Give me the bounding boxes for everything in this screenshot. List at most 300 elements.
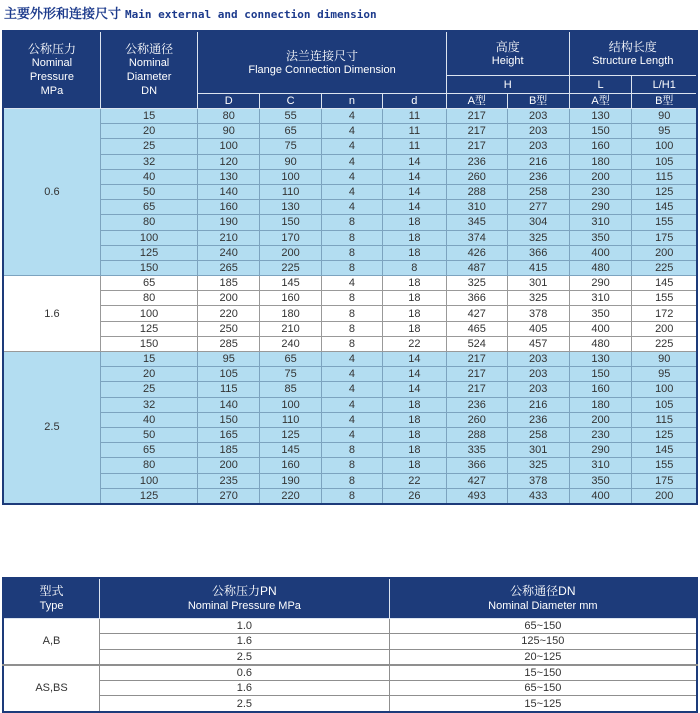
dimension-row xyxy=(3,215,697,230)
cell-D: 200 xyxy=(198,291,260,306)
cell-d: 11 xyxy=(382,109,446,124)
cell-H-B: 203 xyxy=(507,139,569,154)
cell-H-B: 216 xyxy=(507,154,569,169)
dimension-row xyxy=(3,336,697,351)
cell-C: 210 xyxy=(260,321,322,336)
type-table-body xyxy=(3,619,697,712)
cell-H-A: 427 xyxy=(446,473,507,488)
cell-H-A: 217 xyxy=(446,382,507,397)
cell-L-B: 145 xyxy=(632,276,697,291)
cell-L-A: 480 xyxy=(569,336,632,351)
header-pn-en: Nominal Pressure MPa xyxy=(187,599,301,612)
cell-d: 18 xyxy=(382,443,446,458)
cell-L-A: 200 xyxy=(569,412,632,427)
cell-H-B: 258 xyxy=(507,184,569,199)
header-col-D: D xyxy=(198,94,260,109)
header-height-en: Height xyxy=(491,54,524,67)
header-pn xyxy=(100,578,390,619)
cell-DN-range: 65~150 xyxy=(389,681,697,696)
cell-C: 100 xyxy=(260,169,322,184)
cell-d: 18 xyxy=(382,291,446,306)
type-range-table xyxy=(2,577,698,713)
header-lh1: L/H1 xyxy=(632,76,697,94)
cell-L-B: 155 xyxy=(632,215,697,230)
cell-L-A: 160 xyxy=(569,139,632,154)
cell-D: 150 xyxy=(198,412,260,427)
cell-n: 4 xyxy=(322,154,383,169)
header-col-length-typeA: A型 xyxy=(569,94,632,109)
dimension-row xyxy=(3,154,697,169)
cell-DN: 25 xyxy=(100,139,197,154)
header-h: H xyxy=(446,76,569,94)
cell-n: 4 xyxy=(322,367,383,382)
cell-DN: 80 xyxy=(100,291,197,306)
cell-D: 80 xyxy=(198,109,260,124)
cell-L-A: 350 xyxy=(569,230,632,245)
header-type xyxy=(3,578,100,619)
cell-n: 8 xyxy=(322,336,383,351)
page-title-en: Main external and connection dimension xyxy=(125,8,377,21)
cell-C: 200 xyxy=(260,245,322,260)
cell-DN-range: 15~125 xyxy=(389,696,697,712)
cell-H-B: 366 xyxy=(507,245,569,260)
header-dn-en: Nominal Diameter mm xyxy=(488,599,598,612)
cell-H-B: 304 xyxy=(507,215,569,230)
cell-PN: 0.6 xyxy=(100,665,390,681)
type-row xyxy=(3,681,697,696)
dimension-row xyxy=(3,291,697,306)
cell-d: 14 xyxy=(382,382,446,397)
dimension-row xyxy=(3,321,697,336)
cell-H-B: 325 xyxy=(507,291,569,306)
main-table-header xyxy=(3,31,697,109)
cell-DN-range: 20~125 xyxy=(389,649,697,665)
header-type-cn: 型式 xyxy=(39,583,64,598)
cell-d: 14 xyxy=(382,352,446,367)
cell-n: 4 xyxy=(322,200,383,215)
cell-L-A: 400 xyxy=(569,488,632,504)
pressure-group-label: 2.5 xyxy=(3,352,100,504)
cell-PN: 2.5 xyxy=(100,649,390,665)
dimension-row xyxy=(3,139,697,154)
cell-C: 65 xyxy=(260,352,322,367)
cell-DN-range: 65~150 xyxy=(389,619,697,634)
cell-H-A: 288 xyxy=(446,427,507,442)
cell-d: 18 xyxy=(382,397,446,412)
cell-H-A: 260 xyxy=(446,169,507,184)
cell-L-B: 172 xyxy=(632,306,697,321)
cell-D: 265 xyxy=(198,260,260,275)
cell-C: 85 xyxy=(260,382,322,397)
cell-d: 14 xyxy=(382,154,446,169)
cell-C: 160 xyxy=(260,458,322,473)
header-nominal-diameter-en2: Diameter xyxy=(126,71,172,83)
cell-H-A: 325 xyxy=(446,276,507,291)
cell-L-A: 200 xyxy=(569,169,632,184)
cell-d: 22 xyxy=(382,473,446,488)
cell-C: 180 xyxy=(260,306,322,321)
dimension-row xyxy=(3,200,697,215)
cell-n: 8 xyxy=(322,215,383,230)
cell-DN-range: 125~150 xyxy=(389,634,697,649)
header-height-cn: 高度 xyxy=(495,39,520,54)
cell-H-B: 236 xyxy=(507,169,569,184)
cell-C: 160 xyxy=(260,291,322,306)
cell-D: 140 xyxy=(198,397,260,412)
cell-n: 8 xyxy=(322,321,383,336)
cell-DN: 20 xyxy=(100,124,197,139)
header-col-C: C xyxy=(260,94,322,109)
cell-H-B: 378 xyxy=(507,306,569,321)
cell-H-A: 217 xyxy=(446,367,507,382)
cell-d: 18 xyxy=(382,412,446,427)
dimension-row xyxy=(3,184,697,199)
cell-D: 120 xyxy=(198,154,260,169)
cell-L-A: 480 xyxy=(569,260,632,275)
cell-H-A: 310 xyxy=(446,200,507,215)
cell-L-B: 175 xyxy=(632,473,697,488)
cell-H-A: 487 xyxy=(446,260,507,275)
cell-L-A: 180 xyxy=(569,397,632,412)
cell-L-A: 290 xyxy=(569,200,632,215)
cell-L-B: 95 xyxy=(632,367,697,382)
cell-D: 185 xyxy=(198,276,260,291)
cell-d: 18 xyxy=(382,215,446,230)
cell-d: 18 xyxy=(382,321,446,336)
header-height xyxy=(446,31,569,76)
cell-C: 75 xyxy=(260,139,322,154)
header-dn xyxy=(389,578,697,619)
cell-L-B: 175 xyxy=(632,230,697,245)
cell-L-A: 310 xyxy=(569,458,632,473)
cell-D: 105 xyxy=(198,367,260,382)
cell-D: 100 xyxy=(198,139,260,154)
cell-n: 8 xyxy=(322,488,383,504)
cell-D: 140 xyxy=(198,184,260,199)
cell-C: 190 xyxy=(260,473,322,488)
cell-H-A: 217 xyxy=(446,109,507,124)
cell-d: 8 xyxy=(382,260,446,275)
cell-DN: 15 xyxy=(100,109,197,124)
cell-DN: 80 xyxy=(100,458,197,473)
cell-C: 55 xyxy=(260,109,322,124)
cell-D: 240 xyxy=(198,245,260,260)
cell-L-B: 115 xyxy=(632,169,697,184)
cell-n: 4 xyxy=(322,109,383,124)
cell-L-B: 225 xyxy=(632,336,697,351)
header-col-d: d xyxy=(382,94,446,109)
cell-L-A: 230 xyxy=(569,184,632,199)
cell-d: 18 xyxy=(382,230,446,245)
cell-C: 125 xyxy=(260,427,322,442)
cell-d: 22 xyxy=(382,336,446,351)
header-l: L xyxy=(569,76,632,94)
cell-n: 4 xyxy=(322,139,383,154)
cell-DN: 50 xyxy=(100,184,197,199)
cell-L-A: 150 xyxy=(569,367,632,382)
dimension-row xyxy=(3,306,697,321)
cell-C: 240 xyxy=(260,336,322,351)
dimension-row xyxy=(3,382,697,397)
cell-C: 100 xyxy=(260,397,322,412)
header-nominal-pressure-unit: MPa xyxy=(40,85,64,97)
cell-C: 110 xyxy=(260,184,322,199)
cell-C: 65 xyxy=(260,124,322,139)
cell-H-A: 288 xyxy=(446,184,507,199)
cell-H-A: 217 xyxy=(446,139,507,154)
type-row xyxy=(3,696,697,712)
cell-n: 4 xyxy=(322,169,383,184)
dimension-row xyxy=(3,260,697,275)
dimension-row xyxy=(3,473,697,488)
cell-L-B: 115 xyxy=(632,412,697,427)
cell-H-A: 465 xyxy=(446,321,507,336)
cell-H-A: 217 xyxy=(446,124,507,139)
cell-C: 220 xyxy=(260,488,322,504)
header-nominal-diameter-en1: Nominal xyxy=(128,57,170,69)
cell-L-A: 180 xyxy=(569,154,632,169)
cell-H-A: 493 xyxy=(446,488,507,504)
header-nominal-pressure-en1: Nominal xyxy=(31,57,73,69)
header-col-height-typeA: A型 xyxy=(446,94,507,109)
cell-DN: 25 xyxy=(100,382,197,397)
cell-C: 170 xyxy=(260,230,322,245)
cell-d: 18 xyxy=(382,427,446,442)
cell-D: 285 xyxy=(198,336,260,351)
cell-n: 8 xyxy=(322,443,383,458)
cell-H-B: 405 xyxy=(507,321,569,336)
main-dimension-table xyxy=(2,30,698,505)
header-pn-cn: 公称压力PN xyxy=(212,583,277,598)
cell-C: 75 xyxy=(260,367,322,382)
cell-L-B: 225 xyxy=(632,260,697,275)
cell-D: 190 xyxy=(198,215,260,230)
cell-L-B: 100 xyxy=(632,382,697,397)
cell-H-B: 203 xyxy=(507,109,569,124)
cell-L-A: 230 xyxy=(569,427,632,442)
cell-D: 200 xyxy=(198,458,260,473)
cell-D: 250 xyxy=(198,321,260,336)
cell-H-B: 203 xyxy=(507,124,569,139)
header-structure-en: Structure Length xyxy=(592,54,674,67)
cell-d: 11 xyxy=(382,139,446,154)
cell-n: 4 xyxy=(322,124,383,139)
type-row xyxy=(3,619,697,634)
cell-L-A: 400 xyxy=(569,245,632,260)
cell-D: 270 xyxy=(198,488,260,504)
type-group-label: A,B xyxy=(3,619,100,665)
cell-n: 4 xyxy=(322,397,383,412)
cell-H-B: 433 xyxy=(507,488,569,504)
header-col-n: n xyxy=(322,94,383,109)
header-nominal-diameter-cn: 公称通径 xyxy=(125,42,174,56)
cell-H-A: 236 xyxy=(446,154,507,169)
dimension-row xyxy=(3,488,697,504)
cell-L-B: 90 xyxy=(632,352,697,367)
cell-DN: 32 xyxy=(100,154,197,169)
dimension-row xyxy=(3,230,697,245)
cell-C: 90 xyxy=(260,154,322,169)
cell-PN: 1.6 xyxy=(100,681,390,696)
cell-D: 115 xyxy=(198,382,260,397)
header-structure-cn: 结构长度 xyxy=(608,39,657,54)
cell-L-A: 290 xyxy=(569,276,632,291)
header-structure-length xyxy=(569,31,697,76)
cell-H-B: 325 xyxy=(507,230,569,245)
dimension-row xyxy=(3,427,697,442)
cell-D: 130 xyxy=(198,169,260,184)
header-dn-cn: 公称通径DN xyxy=(510,583,576,598)
header-nominal-pressure xyxy=(3,31,100,109)
cell-H-A: 345 xyxy=(446,215,507,230)
cell-DN: 100 xyxy=(100,230,197,245)
cell-DN: 32 xyxy=(100,397,197,412)
type-row xyxy=(3,649,697,665)
cell-H-A: 366 xyxy=(446,291,507,306)
dimension-row xyxy=(3,352,697,367)
cell-DN: 65 xyxy=(100,443,197,458)
cell-n: 8 xyxy=(322,473,383,488)
page-title-cn: 主要外形和连接尺寸 xyxy=(4,6,122,21)
cell-D: 185 xyxy=(198,443,260,458)
cell-D: 220 xyxy=(198,306,260,321)
cell-L-B: 200 xyxy=(632,488,697,504)
cell-n: 8 xyxy=(322,306,383,321)
pressure-group-label: 1.6 xyxy=(3,276,100,352)
cell-D: 160 xyxy=(198,200,260,215)
header-col-length-typeB: B型 xyxy=(632,94,697,109)
cell-PN: 2.5 xyxy=(100,696,390,712)
cell-D: 95 xyxy=(198,352,260,367)
cell-H-B: 203 xyxy=(507,382,569,397)
cell-d: 11 xyxy=(382,124,446,139)
cell-L-A: 130 xyxy=(569,109,632,124)
type-row xyxy=(3,665,697,681)
header-type-en: Type xyxy=(39,599,64,612)
cell-L-A: 350 xyxy=(569,473,632,488)
cell-L-B: 95 xyxy=(632,124,697,139)
cell-n: 8 xyxy=(322,230,383,245)
cell-H-B: 415 xyxy=(507,260,569,275)
cell-DN: 65 xyxy=(100,276,197,291)
cell-d: 14 xyxy=(382,169,446,184)
cell-DN: 15 xyxy=(100,352,197,367)
cell-D: 165 xyxy=(198,427,260,442)
cell-L-A: 130 xyxy=(569,352,632,367)
header-nominal-diameter xyxy=(100,31,197,109)
cell-L-B: 145 xyxy=(632,200,697,215)
cell-d: 26 xyxy=(382,488,446,504)
cell-L-B: 200 xyxy=(632,245,697,260)
cell-d: 18 xyxy=(382,458,446,473)
cell-H-A: 217 xyxy=(446,352,507,367)
cell-H-A: 427 xyxy=(446,306,507,321)
cell-H-B: 457 xyxy=(507,336,569,351)
cell-D: 235 xyxy=(198,473,260,488)
cell-H-B: 301 xyxy=(507,276,569,291)
cell-L-A: 400 xyxy=(569,321,632,336)
dimension-row xyxy=(3,397,697,412)
cell-n: 4 xyxy=(322,412,383,427)
cell-n: 4 xyxy=(322,184,383,199)
cell-C: 150 xyxy=(260,215,322,230)
cell-L-A: 310 xyxy=(569,291,632,306)
cell-n: 8 xyxy=(322,458,383,473)
cell-DN: 125 xyxy=(100,321,197,336)
cell-DN: 50 xyxy=(100,427,197,442)
cell-H-B: 277 xyxy=(507,200,569,215)
cell-L-A: 310 xyxy=(569,215,632,230)
cell-DN: 125 xyxy=(100,488,197,504)
cell-H-A: 335 xyxy=(446,443,507,458)
cell-D: 210 xyxy=(198,230,260,245)
cell-C: 145 xyxy=(260,276,322,291)
cell-C: 225 xyxy=(260,260,322,275)
dimension-row xyxy=(3,169,697,184)
cell-L-A: 160 xyxy=(569,382,632,397)
cell-H-B: 203 xyxy=(507,352,569,367)
cell-n: 8 xyxy=(322,245,383,260)
cell-L-B: 200 xyxy=(632,321,697,336)
cell-H-A: 260 xyxy=(446,412,507,427)
cell-DN: 150 xyxy=(100,260,197,275)
dimension-row xyxy=(3,367,697,382)
cell-n: 4 xyxy=(322,382,383,397)
header-flange-connection xyxy=(198,31,447,94)
type-row xyxy=(3,634,697,649)
cell-DN-range: 15~150 xyxy=(389,665,697,681)
dimension-row xyxy=(3,109,697,124)
cell-DN: 40 xyxy=(100,412,197,427)
header-nominal-pressure-en2: Pressure xyxy=(29,71,74,83)
header-flange-en: Flange Connection Dimension xyxy=(248,63,396,76)
cell-DN: 125 xyxy=(100,245,197,260)
cell-H-B: 203 xyxy=(507,367,569,382)
dimension-row xyxy=(3,443,697,458)
cell-H-A: 426 xyxy=(446,245,507,260)
cell-d: 18 xyxy=(382,306,446,321)
header-nominal-diameter-unit: DN xyxy=(141,85,158,97)
cell-n: 4 xyxy=(322,276,383,291)
pressure-group-label: 0.6 xyxy=(3,109,100,276)
cell-L-B: 90 xyxy=(632,109,697,124)
header-nominal-pressure-cn: 公称压力 xyxy=(27,42,76,56)
cell-d: 18 xyxy=(382,245,446,260)
cell-PN: 1.6 xyxy=(100,634,390,649)
dimension-row xyxy=(3,245,697,260)
cell-L-B: 105 xyxy=(632,154,697,169)
cell-n: 4 xyxy=(322,352,383,367)
cell-L-A: 350 xyxy=(569,306,632,321)
dimension-row xyxy=(3,276,697,291)
cell-n: 8 xyxy=(322,291,383,306)
cell-DN: 100 xyxy=(100,473,197,488)
main-table-body xyxy=(3,109,697,504)
cell-L-B: 155 xyxy=(632,458,697,473)
dimension-row xyxy=(3,458,697,473)
type-table-header xyxy=(3,578,697,619)
dimension-row xyxy=(3,124,697,139)
cell-L-B: 100 xyxy=(632,139,697,154)
cell-H-A: 366 xyxy=(446,458,507,473)
cell-H-B: 301 xyxy=(507,443,569,458)
cell-DN: 100 xyxy=(100,306,197,321)
cell-L-B: 145 xyxy=(632,443,697,458)
cell-H-A: 374 xyxy=(446,230,507,245)
cell-L-B: 155 xyxy=(632,291,697,306)
cell-L-B: 105 xyxy=(632,397,697,412)
cell-d: 14 xyxy=(382,367,446,382)
